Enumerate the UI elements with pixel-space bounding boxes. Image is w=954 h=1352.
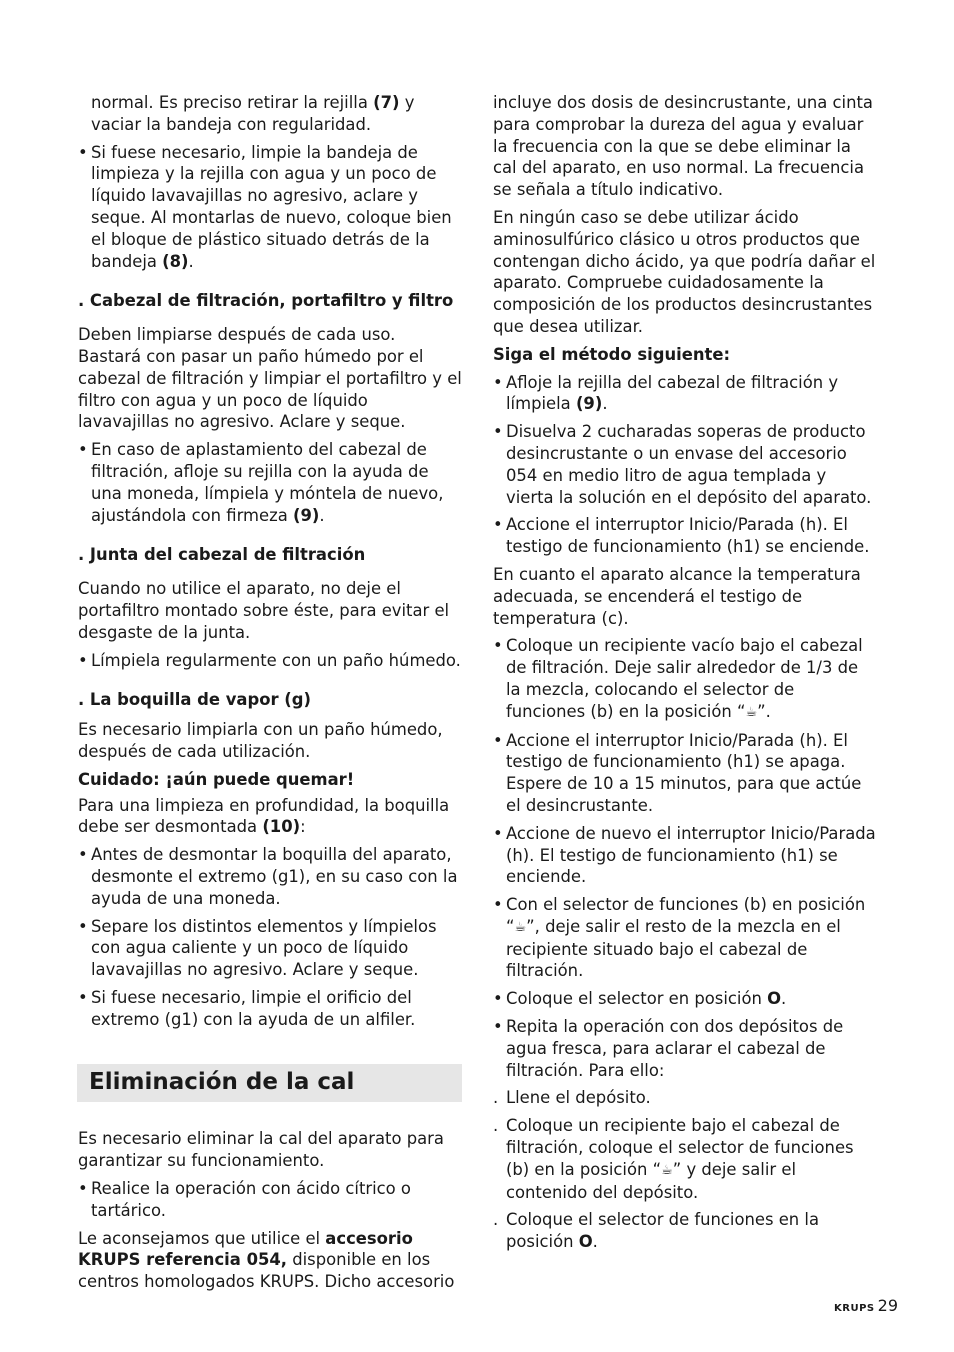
paragraph: Es necesario eliminar la cal del aparato para garantizar su funcionamiento. <box>78 1129 444 1171</box>
text: . <box>592 1232 598 1252</box>
bullet-item: • Accione el interruptor Inicio/Parada (h). El testigo de funcionamiento (h1) se apaga. Espere de 10 a 15 minutos, para que actúe el desincrustante. <box>493 730 877 817</box>
bullet-item: • Repita la operación con dos depósitos de agua fresca, para aclarar el cabezal de filtración. Para ello: <box>493 1016 877 1081</box>
paragraph: En ningún caso se debe utilizar ácido aminosulfúrico clásico u otros productos que contengan dicho ácido, ya que podría dañar el aparato. Compruebe cuidadosamente la composición de los productos desincrustantes que desea utilizar. <box>493 207 876 336</box>
position-o: O <box>578 1232 593 1252</box>
bullet-item <box>78 142 462 273</box>
text: . <box>319 505 325 525</box>
bullet-item: • Accione de nuevo el interruptor Inicio/Parada (h). El testigo de funcionamiento (h1) se enciende. <box>493 823 877 888</box>
paragraph: incluye dos dosis de desincrustante, una cinta para comprobar la dureza del agua y evaluar la frecuencia con la que se debe eliminar la cal del aparato, en uso normal. La frecuencia se señala a título indicativo. <box>493 93 873 200</box>
text: Coloque el selector en posición <box>506 989 768 1009</box>
bullet-item <box>493 988 877 1010</box>
bullet-item: • Accione el interruptor Inicio/Parada (h). El testigo de funcionamiento (h1) se enciende. <box>493 514 877 558</box>
accessory-ref: accesorio KRUPS referencia 054, <box>78 1228 413 1270</box>
dot-item: . Llene el depósito. <box>493 1087 877 1109</box>
bullet-item <box>493 894 877 982</box>
text: Para una limpieza en profundidad, la boquilla debe ser desmontada <box>78 795 450 837</box>
text: ” y deje salir el contenido del depósito. <box>506 1159 796 1202</box>
bullet-item: • Realice la operación con ácido cítrico o tartárico. <box>78 1178 462 1222</box>
bullet-item <box>78 439 462 526</box>
figure-ref: (9) <box>292 505 320 525</box>
brand-logo: KRUPS <box>834 1303 875 1314</box>
dot-item <box>493 1115 877 1203</box>
text: disponible en los centros homologados KRUPS. Dicho accesorio <box>78 1250 455 1292</box>
bullet-item: • Si fuese necesario, limpie el orificio del extremo (g1) con la ayuda de un alfiler. <box>78 987 462 1031</box>
bullet-item: • Límpiela regularmente con un paño húmedo. <box>78 650 462 672</box>
cup-icon: ☕ <box>745 704 758 720</box>
page-number: 29 <box>877 1296 898 1315</box>
text: ”. <box>757 701 771 721</box>
figure-ref: (10) <box>262 817 301 837</box>
text: En caso de aplastamiento del cabezal de filtración, afloje su rejilla con la ayuda de una moneda, límpiela y móntela de nuevo, ajustándola con firmeza <box>91 440 444 525</box>
text: . <box>188 251 194 271</box>
text: Le aconsejamos que utilice el <box>78 1228 326 1248</box>
paragraph <box>78 92 462 136</box>
dot-item <box>493 1209 877 1253</box>
figure-ref: (9) <box>575 394 603 414</box>
paragraph: Es necesario limpiarla con un paño húmedo, después de cada utilización. <box>78 720 443 761</box>
figure-ref: (7) <box>373 93 400 112</box>
paragraph: Cuando no utilice el aparato, no deje el portafiltro montado sobre éste, para evitar el desgaste de la junta. <box>78 579 450 642</box>
paragraph: En cuanto el aparato alcance la temperatura adecuada, se encenderá el testigo de temperatura (c). <box>493 564 861 628</box>
text: Con el selector de funciones (b) en posición “ <box>506 895 866 936</box>
subheading-junta: . Junta del cabezal de filtración <box>78 545 366 565</box>
page-footer <box>834 1296 898 1319</box>
bullet-item <box>493 372 877 416</box>
text: Afloje la rejilla del cabezal de filtración y límpiela <box>506 372 839 414</box>
text: Coloque un recipiente vacío bajo el cabezal de filtración. Deje salir alrededor de 1/3 de la mezcla, colocando el selector de funciones (b) en la posición “ <box>506 636 863 721</box>
bullet-item: • Separe los distintos elementos y límpielos con agua caliente y un poco de líquido lavavajillas no agresivo. Aclare y seque. <box>78 916 462 981</box>
section-title: Eliminación de la cal <box>77 1064 462 1102</box>
method-heading: Siga el método siguiente: <box>493 344 731 364</box>
text: . <box>781 989 787 1009</box>
position-o: O <box>767 989 782 1009</box>
text: ”, deje salir el resto de la mezcla en el recipiente situado bajo el cabezal de filtración. <box>506 916 841 981</box>
left-column <box>78 92 462 1299</box>
bullet-item: • Antes de desmontar la boquilla del aparato, desmonte el extremo (g1), en su caso con la ayuda de una moneda. <box>78 844 462 909</box>
text: Coloque un recipiente bajo el cabezal de filtración, coloque el selector de funciones (b) en la posición “ <box>506 1116 854 1179</box>
right-column <box>493 92 877 1259</box>
text: : <box>300 817 306 837</box>
text: Si fuese necesario, limpie la bandeja de limpieza y la rejilla con agua y un poco de líquido lavavajillas no agresivo, aclare y seque. Al montarlas de nuevo, coloque bien el bloque de plástico situado detrás de la bandeja <box>91 142 452 271</box>
paragraph <box>78 795 462 839</box>
subheading-cabezal: . Cabezal de filtración, portafiltro y filtro <box>78 291 454 311</box>
figure-ref: (8) <box>162 251 189 271</box>
paragraph <box>78 1228 462 1293</box>
text: . <box>602 394 608 414</box>
cup-icon: ☕ <box>514 919 527 935</box>
subheading-boquilla: . La boquilla de vapor (g) <box>78 690 311 710</box>
warning-text: Cuidado: ¡aún puede quemar! <box>78 769 355 789</box>
cup-icon: ☕ <box>661 1162 673 1178</box>
text: normal. Es preciso retirar la rejilla <box>91 93 374 112</box>
bullet-item: • Disuelva 2 cucharadas soperas de producto desincrustante o un envase del accesorio 054 en medio litro de agua templada y vierta la solución en el depósito del aparato. <box>493 421 877 508</box>
text: y vaciar la bandeja con regularidad. <box>91 93 415 134</box>
text: Coloque el selector de funciones en la posición <box>506 1210 820 1252</box>
bullet-item <box>493 635 877 723</box>
paragraph: Deben limpiarse después de cada uso. Bastará con pasar un paño húmedo por el cabezal de filtración y limpiar el portafiltro y el filtro con agua y un poco de líquido lavavajillas no agresivo. Aclare y seque. <box>78 325 462 432</box>
